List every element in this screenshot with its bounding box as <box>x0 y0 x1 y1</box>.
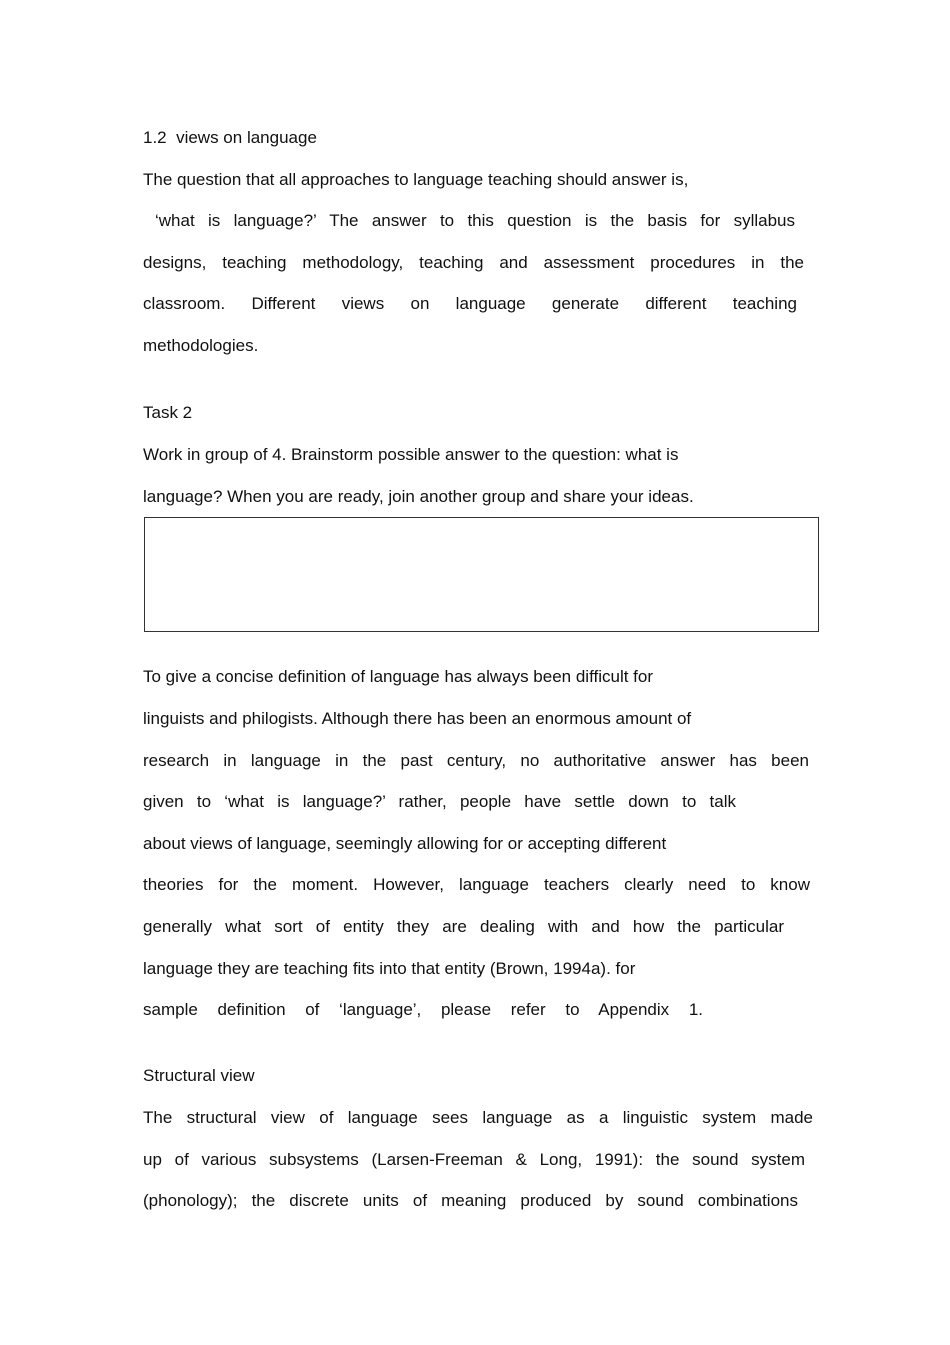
task-title: Task 2 <box>143 403 193 422</box>
body-line: research in language in the past century, no authoritative answer has been <box>143 751 809 770</box>
answer-box <box>144 517 819 632</box>
task-line: Work in group of 4. Brainstorm possible answer to the question: what is <box>143 445 679 464</box>
structural-title: Structural view <box>143 1066 255 1085</box>
structural-line: up of various subsystems (Larsen-Freeman & Long, 1991): the sound system <box>143 1150 805 1169</box>
structural-line: The structural view of language sees language as a linguistic system made <box>143 1108 813 1127</box>
body-line: linguists and philogists. Although there has been an enormous amount of <box>143 709 692 728</box>
intro-line: classroom. Different views on language generate different teaching <box>143 294 797 313</box>
body-line: To give a concise definition of language has always been difficult for <box>143 667 654 686</box>
body-line: sample definition of ‘language’, please refer to Appendix 1. <box>143 1000 703 1019</box>
body-line: about views of language, seemingly allowing for or accepting different <box>143 834 667 853</box>
body-line: language they are teaching fits into that entity (Brown, 1994a). for <box>143 959 636 978</box>
body-line: theories for the moment. However, language teachers clearly need to know <box>143 875 810 894</box>
intro-line: methodologies. <box>143 336 259 355</box>
body-line: generally what sort of entity they are dealing with and how the particular <box>143 917 784 936</box>
intro-line: The question that all approaches to language teaching should answer is, <box>143 170 689 189</box>
structural-line: (phonology); the discrete units of meaning produced by sound combinations <box>143 1191 798 1210</box>
intro-line: ‘what is language?’ The answer to this question is the basis for syllabus <box>155 211 795 230</box>
intro-line: designs, teaching methodology, teaching and assessment procedures in the <box>143 253 804 272</box>
task-line: language? When you are ready, join another group and share your ideas. <box>143 487 694 506</box>
body-line: given to ‘what is language?’ rather, people have settle down to talk <box>143 792 736 811</box>
section-heading: 1.2 views on language <box>143 128 317 147</box>
